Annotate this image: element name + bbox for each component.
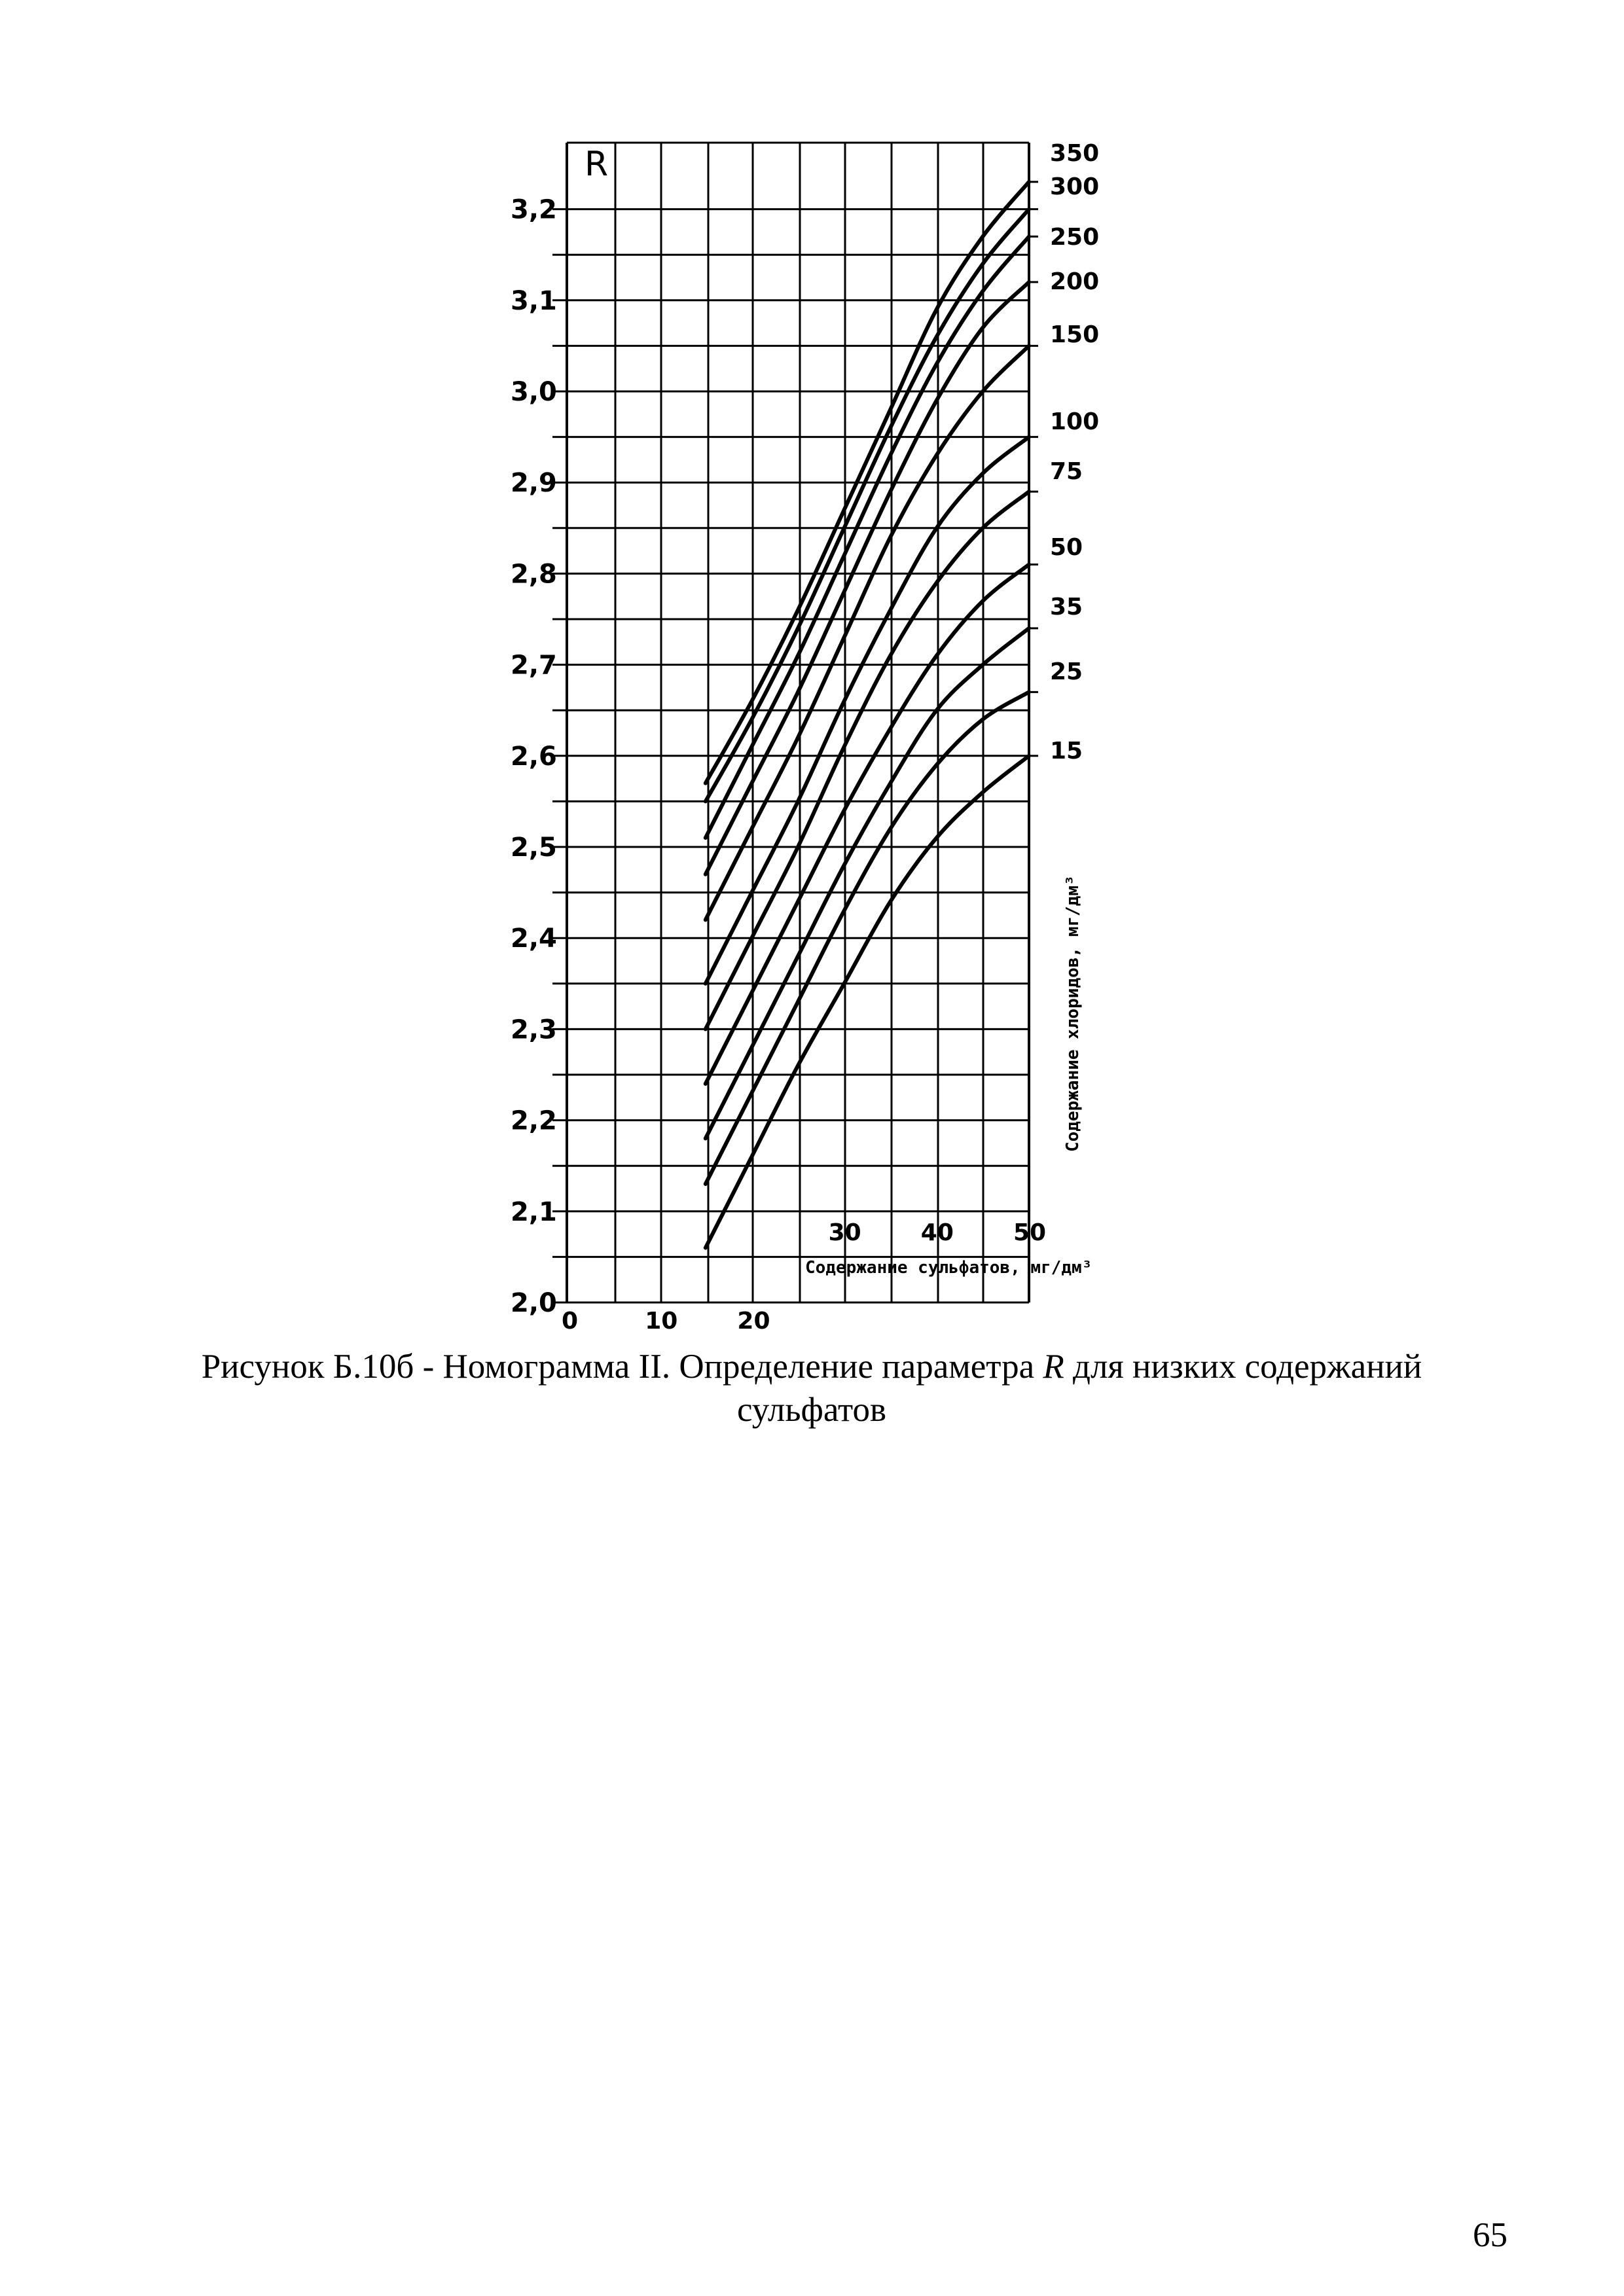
labels (511, 140, 1099, 1335)
curve-label-75: 75 (1050, 458, 1083, 485)
x-axis-label: Содержание сульфатов, мг/дм³ (805, 1258, 1092, 1278)
curve-label-35: 35 (1050, 594, 1083, 620)
curve-200 (706, 282, 1029, 874)
curve-label-300: 300 (1050, 173, 1100, 200)
y-tick-label: 3,2 (511, 194, 557, 225)
curves (706, 182, 1029, 1248)
caption-italic-r: R (1043, 1348, 1064, 1386)
figure-caption (105, 1345, 1519, 1431)
y-tick-label: 2,2 (511, 1105, 557, 1136)
curve-75 (706, 492, 1029, 1029)
y-tick-label: 2,1 (511, 1196, 557, 1227)
curve-35 (706, 628, 1029, 1139)
y-tick-label: 2,4 (511, 924, 557, 954)
x-tick-label-inner: 40 (920, 1219, 954, 1246)
y-tick-label: 2,9 (511, 468, 557, 499)
r-axis-letter: R (585, 145, 609, 184)
curve-label-350: 350 (1050, 140, 1100, 167)
x-tick-label-inner: 30 (828, 1219, 861, 1246)
x-tick-label-inner: 50 (1013, 1219, 1047, 1246)
caption-line-1 (105, 1345, 1519, 1388)
x-tick-label: 20 (737, 1308, 770, 1335)
y-tick-label: 2,3 (511, 1014, 557, 1045)
curve-15 (706, 756, 1029, 1248)
y-tick-label: 2,8 (511, 559, 557, 590)
caption-line-2: сульфатов (736, 1391, 887, 1429)
x-tick-label: 10 (645, 1308, 678, 1335)
x-tick-label: 0 (562, 1308, 579, 1335)
y-tick-label: 2,5 (511, 833, 557, 863)
y-tick-label: 3,1 (511, 285, 557, 316)
right-axis-label: Содержание хлоридов, мг/дм³ (1063, 875, 1083, 1152)
y-tick-label: 2,7 (511, 650, 557, 681)
curve-label-50: 50 (1050, 534, 1083, 561)
curve-label-25: 25 (1050, 658, 1083, 685)
curve-label-250: 250 (1050, 224, 1100, 251)
curve-150 (706, 346, 1029, 920)
caption-suffix: для низких содержаний (1064, 1348, 1422, 1386)
y-tick-label: 2,6 (511, 741, 557, 772)
page-number: 65 (1473, 2216, 1507, 2254)
caption-prefix: Рисунок Б.10б - Номограмма II. Определение параметра (201, 1348, 1043, 1386)
curve-label-150: 150 (1050, 321, 1100, 348)
curve-label-100: 100 (1050, 408, 1100, 435)
y-tick-label: 2,0 (511, 1288, 557, 1318)
curve-label-200: 200 (1050, 268, 1100, 295)
curve-label-15: 15 (1050, 738, 1083, 764)
y-tick-label: 3,0 (511, 377, 557, 407)
